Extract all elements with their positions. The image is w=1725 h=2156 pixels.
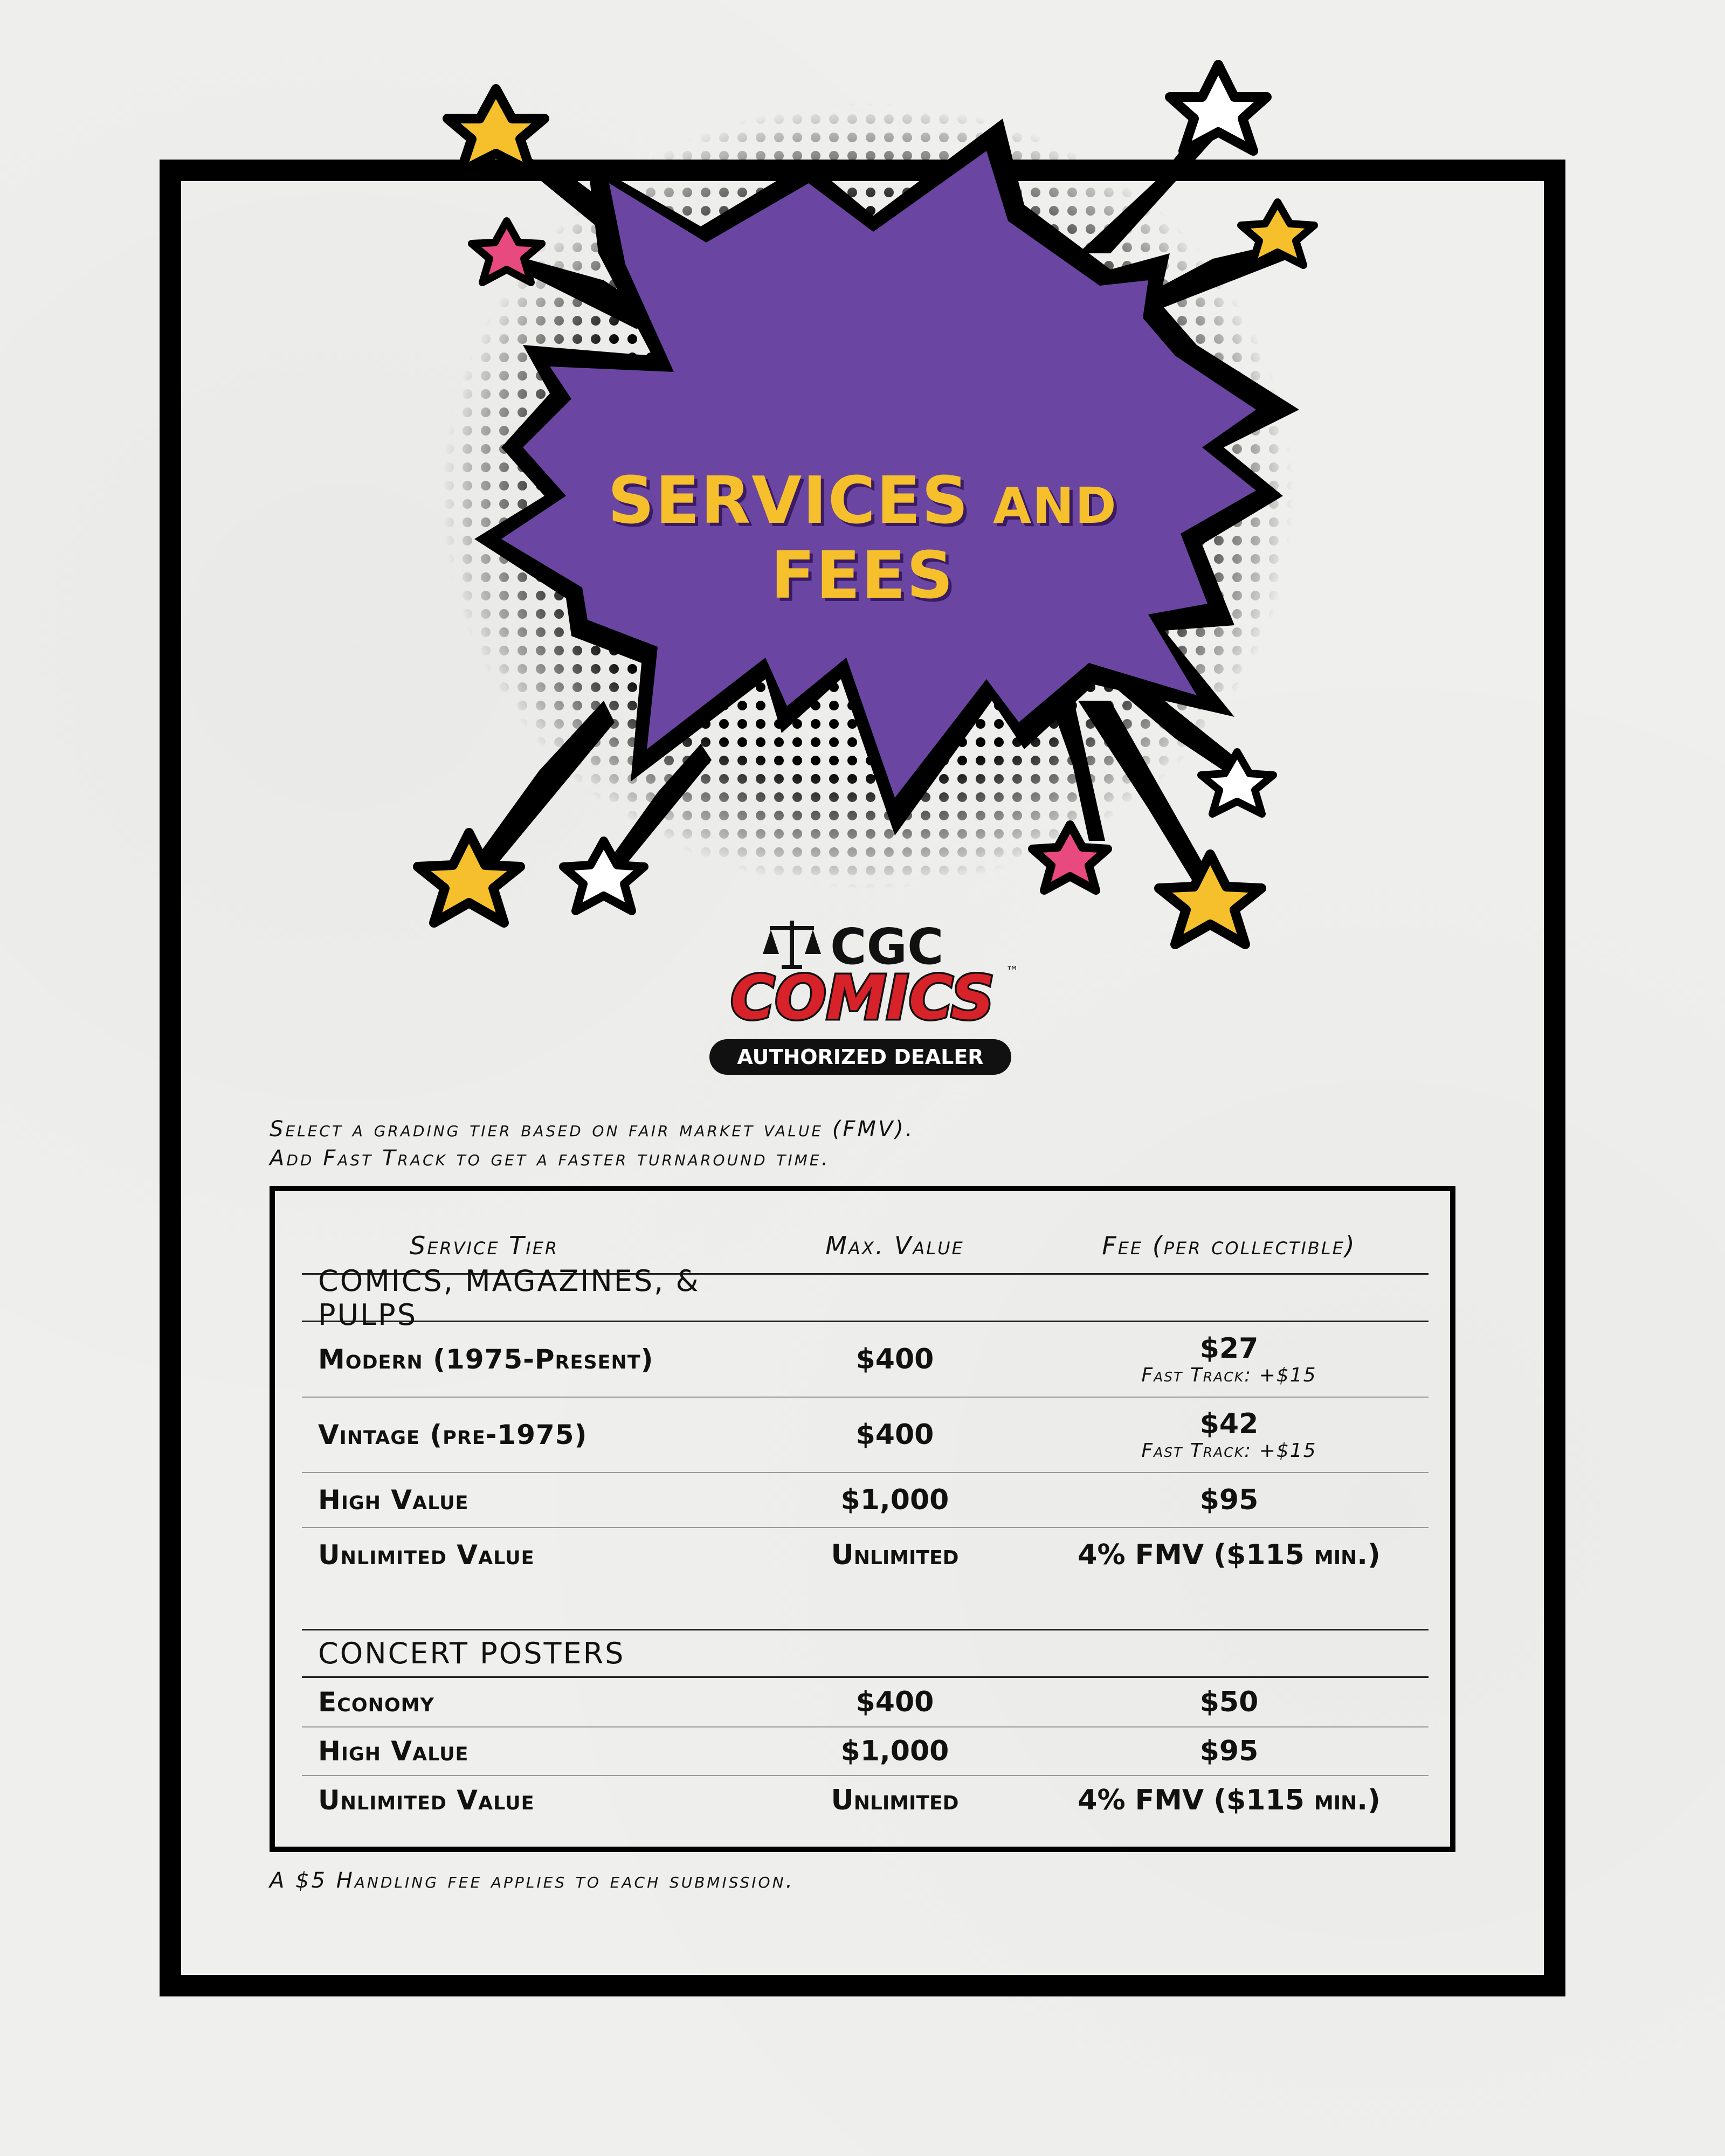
fee-amount: $27	[1199, 1332, 1259, 1365]
fee-amount: 4% FMV ($115 min.)	[1078, 1784, 1381, 1816]
fee-amount: $50	[1199, 1686, 1259, 1718]
star-icon	[1241, 202, 1314, 265]
intro-line-2: Add Fast Track to get a faster turnaround time.	[270, 1146, 831, 1171]
tier-name: Vintage (pre-1975)	[318, 1419, 588, 1450]
table-row	[302, 1776, 1429, 1825]
handling-fee-note: A $5 Handling fee applies to each submission.	[270, 1868, 795, 1893]
fee-amount: 4% FMV ($115 min.)	[1078, 1539, 1381, 1571]
header-service-tier: Service Tier	[410, 1231, 559, 1260]
fee-amount: $95	[1199, 1484, 1259, 1516]
intro-line-1: Select a grading tier based on fair market value (FMV).	[270, 1117, 915, 1142]
max-value: Unlimited	[831, 1784, 959, 1816]
star-icon	[1159, 854, 1261, 944]
max-value: $400	[855, 1419, 934, 1451]
title-word-fees: FEES	[770, 538, 955, 613]
section-title: CONCERT POSTERS	[318, 1636, 625, 1670]
logo-comics-text: COMICS	[730, 963, 995, 1033]
page-title	[539, 464, 1186, 613]
max-value: $400	[855, 1343, 934, 1376]
section-title-posters	[302, 1630, 1429, 1678]
max-value: $1,000	[840, 1735, 949, 1767]
tier-name: High Value	[318, 1736, 469, 1767]
logo-cgc-text: CGC	[830, 918, 944, 976]
section-title-comics	[302, 1263, 1429, 1332]
tier-name: High Value	[318, 1484, 469, 1516]
header-fee: Fee (per collectible)	[1102, 1231, 1356, 1260]
header-max-value: Max. Value	[825, 1231, 964, 1260]
tier-name: Unlimited Value	[318, 1785, 535, 1816]
max-value: Unlimited	[831, 1539, 959, 1571]
title-word-services: SERVICES	[608, 464, 970, 538]
fee-amount: $42	[1199, 1408, 1259, 1440]
fast-track-note: Fast Track: +$15	[1141, 1364, 1317, 1386]
max-value: $400	[855, 1686, 934, 1718]
tier-name: Economy	[318, 1687, 434, 1718]
table-row	[302, 1322, 1429, 1398]
table-row	[302, 1727, 1429, 1776]
cgc-comics-logo	[706, 911, 1019, 1083]
scales-icon	[763, 921, 821, 969]
fee-amount: $95	[1199, 1735, 1259, 1767]
trademark-symbol: ™	[1006, 964, 1019, 979]
star-icon	[1170, 65, 1267, 151]
tier-name: Unlimited Value	[318, 1539, 535, 1571]
tier-name: Modern (1975-Present)	[318, 1344, 654, 1375]
max-value: $1,000	[840, 1484, 949, 1516]
fees-table	[270, 1186, 1455, 1852]
star-icon	[447, 89, 544, 171]
fast-track-note: Fast Track: +$15	[1141, 1440, 1317, 1462]
title-word-and: AND	[993, 477, 1117, 535]
table-row	[302, 1398, 1429, 1473]
dealer-badge-text: AUTHORIZED DEALER	[737, 1045, 984, 1069]
table-row	[302, 1473, 1429, 1528]
table-row	[302, 1528, 1429, 1630]
fee-cell	[1030, 1398, 1429, 1472]
star-icon	[472, 221, 542, 282]
intro-text	[270, 1115, 1455, 1173]
fee-cell	[1030, 1322, 1429, 1397]
table-row	[302, 1678, 1429, 1727]
section-title: COMICS, MAGAZINES, & PULPS	[318, 1263, 700, 1332]
